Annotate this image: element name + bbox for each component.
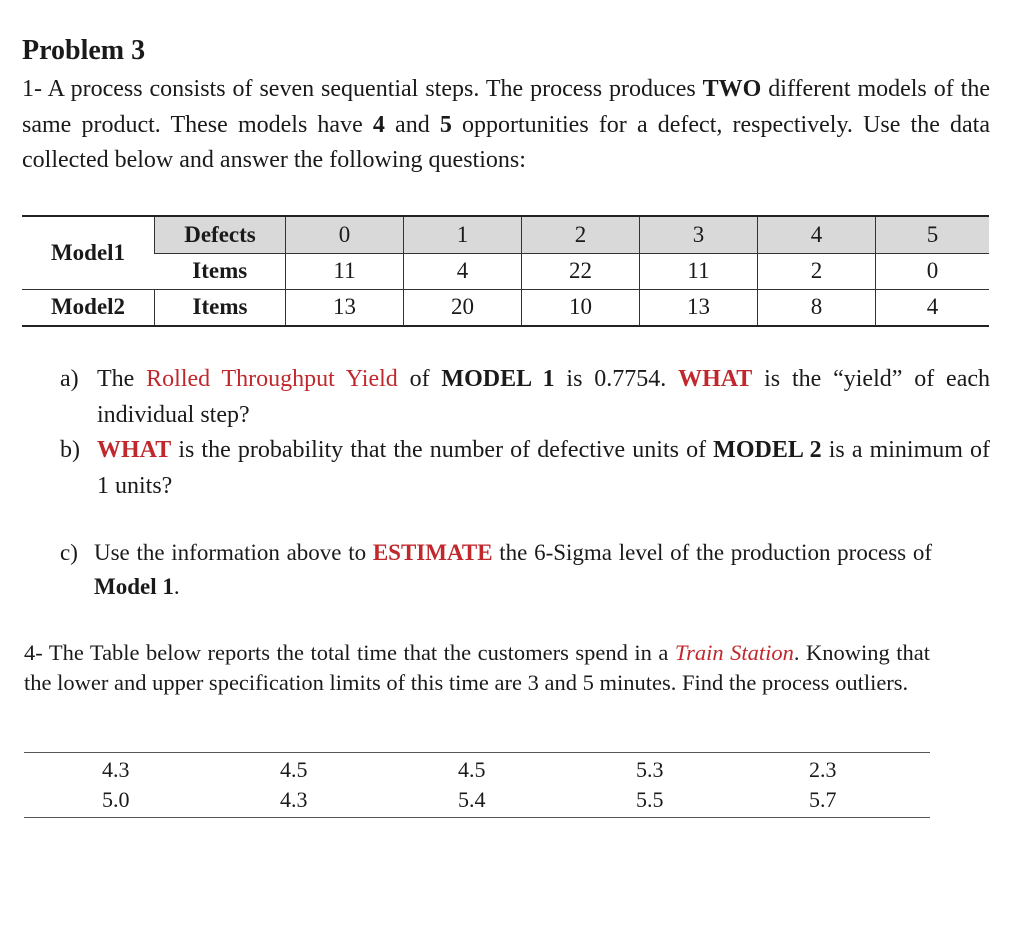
time-cell: 4.3 [202,785,380,818]
page-title: Problem 3 [22,35,146,66]
items-label: Items [155,253,286,289]
what-emphasis: WHAT [678,366,753,392]
defect-count-cell: 4 [758,216,876,253]
defect-count-cell: 0 [286,216,404,253]
time-cell: 5.7 [731,785,930,818]
time-cell: 5.5 [558,785,731,818]
question-c-marker: c) [60,540,78,565]
defects-table [22,215,989,327]
defect-count-cell: 5 [876,216,990,253]
question-b [60,433,990,504]
model2-item-cell: 10 [522,289,640,326]
problem4-paragraph: 4- The Table below reports the total time that the customers spend in a Train Station. Knowing that the lower and upper specification limits of this time are 3 and 5 minutes. Find the process outliers. [24,640,930,695]
times-row [24,785,930,818]
model2-item-cell: 13 [640,289,758,326]
times-table [24,752,930,818]
model1-item-cell: 22 [522,253,640,289]
time-cell: 4.5 [202,753,380,786]
model2-label: Model2 [22,289,155,326]
model1-item-cell: 11 [286,253,404,289]
train-station-term: Train Station [674,640,794,665]
items-label: Items [155,289,286,326]
question-b-text: WHAT is the probability that the number of defective units of MODEL 2 is a minimum of 1 units? [97,437,991,499]
time-cell: 2.3 [731,753,930,786]
model2-item-cell: 20 [404,289,522,326]
question-c-text: Use the information above to ESTIMATE the 6-Sigma level of the production process of Model 1. [94,540,933,599]
defects-row [22,216,989,253]
question-c [60,536,932,604]
model1-item-cell: 11 [640,253,758,289]
estimate-emphasis: ESTIMATE [372,540,493,565]
question-b-marker: b) [60,437,80,463]
intro-paragraph: 1- A process consists of seven sequential steps. The process produces TWO different models of the same product. These models have 4 and 5 opportunities for a defect, respectively. Use the data collected below and answer the following questions: [22,76,991,173]
model1-item-cell: 4 [404,253,522,289]
question-a-text: The Rolled Throughput Yield of MODEL 1 is 0.7754. WHAT is the “yield” of each individual step? [97,366,990,428]
times-row [24,753,930,786]
time-cell: 5.4 [380,785,558,818]
time-cell: 5.0 [24,785,202,818]
model2-item-cell: 4 [876,289,990,326]
model1-item-cell: 0 [876,253,990,289]
model1-item-cell: 2 [758,253,876,289]
defect-count-cell: 2 [522,216,640,253]
question-a [60,362,990,433]
time-cell: 5.3 [558,753,731,786]
time-cell: 4.5 [380,753,558,786]
model2-item-cell: 13 [286,289,404,326]
defect-count-cell: 3 [640,216,758,253]
question-a-marker: a) [60,366,79,392]
rty-term: Rolled Throughput Yield [146,366,398,392]
defects-label: Defects [155,216,286,253]
model2-item-cell: 8 [758,289,876,326]
emphasis-two: TWO [702,76,762,102]
model1-items-row [22,253,989,289]
model2-items-row [22,289,989,326]
time-cell: 4.3 [24,753,202,786]
emphasis-5: 5 [439,111,452,138]
model1-label: Model1 [22,216,155,289]
defect-count-cell: 1 [404,216,522,253]
what-emphasis: WHAT [97,437,172,463]
emphasis-4: 4 [372,111,385,138]
